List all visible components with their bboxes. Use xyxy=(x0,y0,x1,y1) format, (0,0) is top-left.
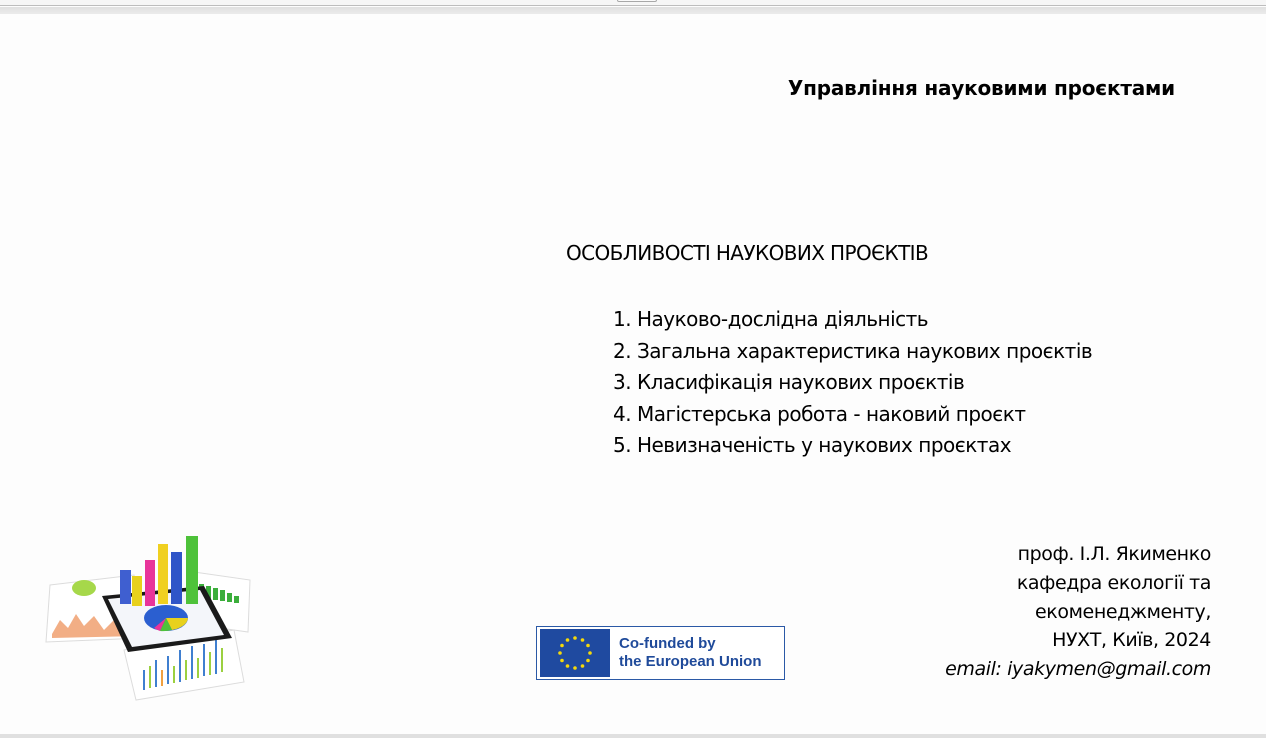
topic-list xyxy=(613,304,1092,462)
topic-item: 2. Загальна характеристика наукових проєктів xyxy=(613,338,1093,363)
top-shadow xyxy=(0,7,1266,14)
charts-tablet-illustration xyxy=(44,520,256,706)
resize-handle[interactable] xyxy=(617,0,657,2)
eu-stars-icon xyxy=(540,629,610,677)
section-heading: ОСОБЛИВОСТІ НАУКОВИХ ПРОЄКТІВ xyxy=(566,241,929,265)
window-bottom-bar xyxy=(0,734,1266,738)
topic-item: 3. Класифікація наукових проєктів xyxy=(613,370,965,394)
topic-item: 4. Магістерська робота - наковий проєкт xyxy=(613,401,1026,426)
eu-flag-icon xyxy=(540,629,610,677)
eu-logo-text xyxy=(619,635,762,671)
author-block xyxy=(900,540,1211,684)
eu-cofunded-logo xyxy=(536,626,785,680)
slide xyxy=(0,14,1266,734)
author-institution: НУХТ, Київ, 2024 xyxy=(1052,629,1211,652)
course-title: Управління науковими проєктами xyxy=(787,76,1175,100)
author-department-cont: екоменеджменту, xyxy=(1035,600,1211,623)
eu-logo-line1: Co-funded by xyxy=(619,635,716,652)
chart-illustration-icon xyxy=(44,520,256,706)
topic-item: 5. Невизначеність у наукових проєктах xyxy=(613,433,1012,457)
window-top-bar xyxy=(0,0,1266,6)
author-department: кафедра екології та xyxy=(1016,571,1211,594)
author-email: email: iyakymen@gmail.com xyxy=(945,658,1211,681)
topic-item: 1. Науково-дослідна діяльність xyxy=(613,307,929,331)
eu-logo-line2: the European Union xyxy=(619,653,762,670)
author-name: проф. І.Л. Якименко xyxy=(1017,543,1211,565)
